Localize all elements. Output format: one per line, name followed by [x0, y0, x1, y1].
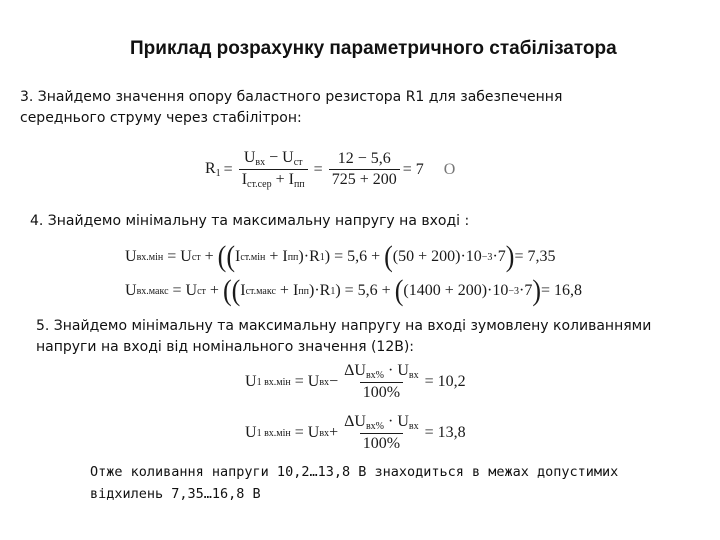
formula-u-max-result: = 16,8 [541, 282, 583, 299]
formula-r1 [205, 149, 455, 190]
formula-u1-min-result: = 10,2 [424, 373, 466, 390]
formula-u-max: U вх.макс = U ст + (( I ст.макс + I пп )·R 1 ) = 5,6 + ( (1400 + 200)·10 −3 ·7 ) = 16,8 [125, 273, 583, 308]
formula-r1-lhs: $R_1$ [205, 160, 221, 179]
formula-u-min-result: = 7,35 [514, 248, 556, 265]
step-5-line-2: напруги на вході від номінального значення (12В): [36, 339, 415, 355]
conclusion-line-2: відхилень 7,35…16,8 В [90, 486, 261, 502]
formula-r1-unit: О [443, 160, 456, 178]
formula-u1-min: U 1 вх.мін = U вх − $\frac{\Delta U_{вх\%} \cdot U_{вх}}{100\%}$ = 10,2 [245, 362, 466, 401]
conclusion-text [90, 461, 618, 505]
step-3-line-2: середнього струму через стабілітрон: [20, 110, 302, 126]
step-3-line-1: 3. Знайдемо значення опору баластного резистора R1 для забезпечення [20, 89, 563, 105]
formula-r1-result: = 7 [402, 160, 424, 178]
equals-sign: = [313, 160, 323, 178]
formula-r1-fraction: $\frac{U_{вх} - U_{ст}}{I_{ст.сер} + I_{пп}}$ [239, 149, 308, 190]
formula-u-min: U вх.мін = U ст + (( I ст.мін + I пп )·R 1 ) = 5,6 + ( (50 + 200)·10 −3 ·7 ) = 7,35 [125, 239, 556, 274]
step-4-text [30, 211, 469, 232]
equals-sign: = [223, 160, 233, 178]
formula-u1-max-fraction: $\frac{\Delta U_{вх\%} \cdot U_{вх}}{100\%}$ [344, 413, 419, 452]
conclusion-line-1: Отже коливання напруги 10,2…13,8 В знаходиться в межах допустимих [90, 464, 619, 480]
formula-u1-max: U 1 вх.мін = U вх + $\frac{\Delta U_{вх\%} \cdot U_{вх}}{100\%}$ = 13,8 [245, 413, 466, 452]
step-5-line-1: 5. Знайдемо мінімальну та максимальну напругу на вході зумовлену коливаннями [36, 318, 652, 334]
step-4-line-1: 4. Знайдемо мінімальну та максимальну напругу на вході : [30, 213, 470, 229]
formula-r1-values: $\frac{12 - 5,6}{725 + 200}$ [329, 150, 400, 189]
formula-u1-min-fraction: $\frac{\Delta U_{вх\%} \cdot U_{вх}}{100\%}$ [344, 362, 419, 401]
page-title: Приклад розрахунку параметричного стабілізатора [130, 38, 617, 59]
step-5-text [36, 316, 651, 358]
formula-u1-max-result: = 13,8 [424, 424, 466, 441]
step-3-text [20, 87, 562, 129]
